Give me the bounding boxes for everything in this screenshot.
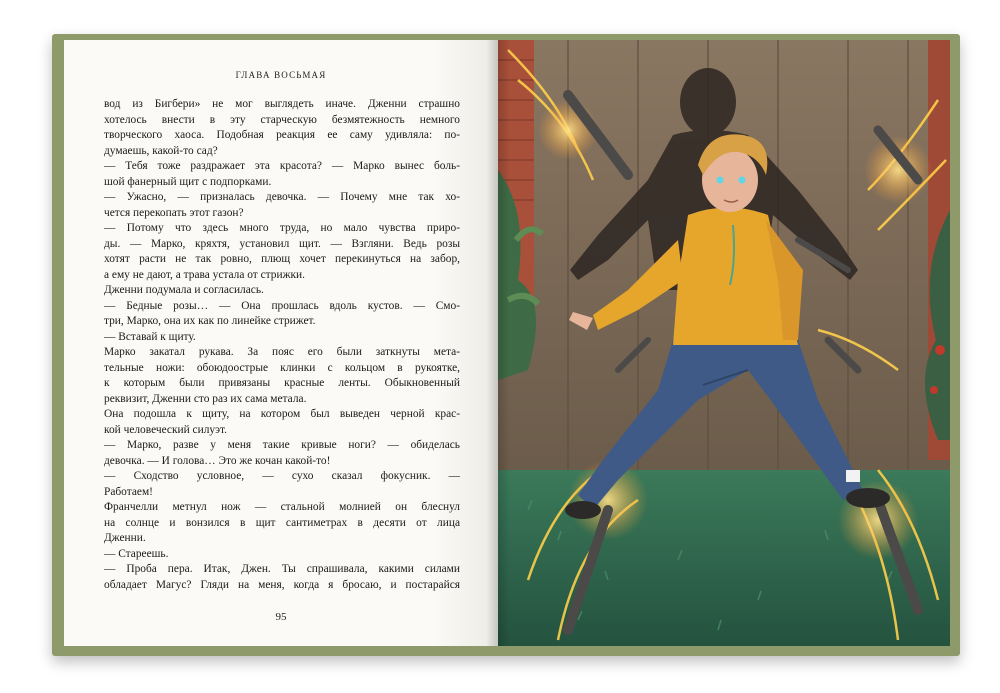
text-line: — Проба пера. Итак, Джен. Ты спрашивала, какими силами	[104, 563, 460, 575]
text-line: хотелось внести в эту старческую безмятежность немного	[104, 113, 460, 126]
running-head: ГЛАВА ВОСЬМАЯ	[235, 70, 327, 80]
right-page-illustration	[498, 40, 950, 646]
text-line: — Потому что здесь много труда, но мало чувства приро-	[104, 222, 460, 234]
left-page	[64, 40, 498, 646]
text-line: шой фанерный щит с подпорками.	[104, 175, 272, 188]
illustration-svg	[498, 40, 950, 646]
text-line: — Марко, разве у меня такие кривые ноги? — обиделась	[104, 439, 460, 451]
text-line: — Вставай к щиту.	[104, 330, 196, 343]
text-line: а ему не дают, а трава устала от стрижки.	[104, 268, 305, 281]
text-line: три, Марко, она их как по линейке стрижет.	[104, 315, 316, 327]
text-line: творческого хаоса. Подобная реакция ее саму удивляла: по-	[104, 129, 460, 141]
text-line: Дженни.	[104, 532, 146, 544]
text-line: девочка. — И голова… Это же кочан какой-то!	[104, 454, 331, 467]
text-line: ды. — Марко, кряхтя, установил щит. — Взгляни. Ведь розы	[104, 237, 460, 250]
text-line: кой человеческий силуэт.	[104, 423, 227, 436]
text-line: Дженни подумала и согласилась.	[104, 284, 264, 296]
text-line: Франчелли метнул нож — стальной молнией он блеснул	[104, 501, 460, 513]
text-line: — Бедные розы… — Она прошлась вдоль кустов. — Смо-	[104, 299, 460, 312]
text-line: — Тебя тоже раздражает эта красота? — Марко вынес боль-	[104, 160, 460, 172]
text-line: Марко закатал рукава. За пояс его были заткнуты мета-	[104, 346, 460, 358]
text-line: Работаем!	[104, 485, 153, 498]
text-line: на солнце и вонзился в щит сантиметрах в десяти от лица	[104, 516, 460, 529]
text-line: реквизит, Дженни сто раз их сама метала.	[104, 392, 307, 405]
text-line: чется перекопать этот газон?	[104, 206, 244, 219]
text-line: — Ужасно, — призналась девочка. — Почему мне так хо-	[104, 191, 460, 203]
body-text	[104, 97, 460, 593]
text-line: хотят расти не так ровно, плющ хочет перекинуться на забор,	[104, 253, 460, 265]
text-line: обладает Магус? Гляди на меня, когда я бросаю, и постарайся	[104, 578, 460, 591]
text-line: тельные ножи: обоюдоострые клинки с кольцом в рукоятке,	[104, 361, 460, 374]
text-line: — Стареешь.	[104, 547, 169, 560]
text-line: к которым были привязаны красные ленты. Обыкновенный	[104, 377, 460, 389]
shoe-left	[565, 501, 601, 519]
text-line: думаешь, какой-то сад?	[104, 144, 218, 157]
text-line: вод из Бигбери» не мог выглядеть иначе. Дженни страшно	[104, 98, 460, 110]
text-line: — Сходство условное, — сухо сказал фокусник. —	[104, 470, 460, 482]
shoe-right	[846, 488, 890, 508]
text-line: Она подошла к щиту, на котором был выведен черной крас-	[104, 408, 460, 420]
page-number: 95	[275, 611, 287, 623]
